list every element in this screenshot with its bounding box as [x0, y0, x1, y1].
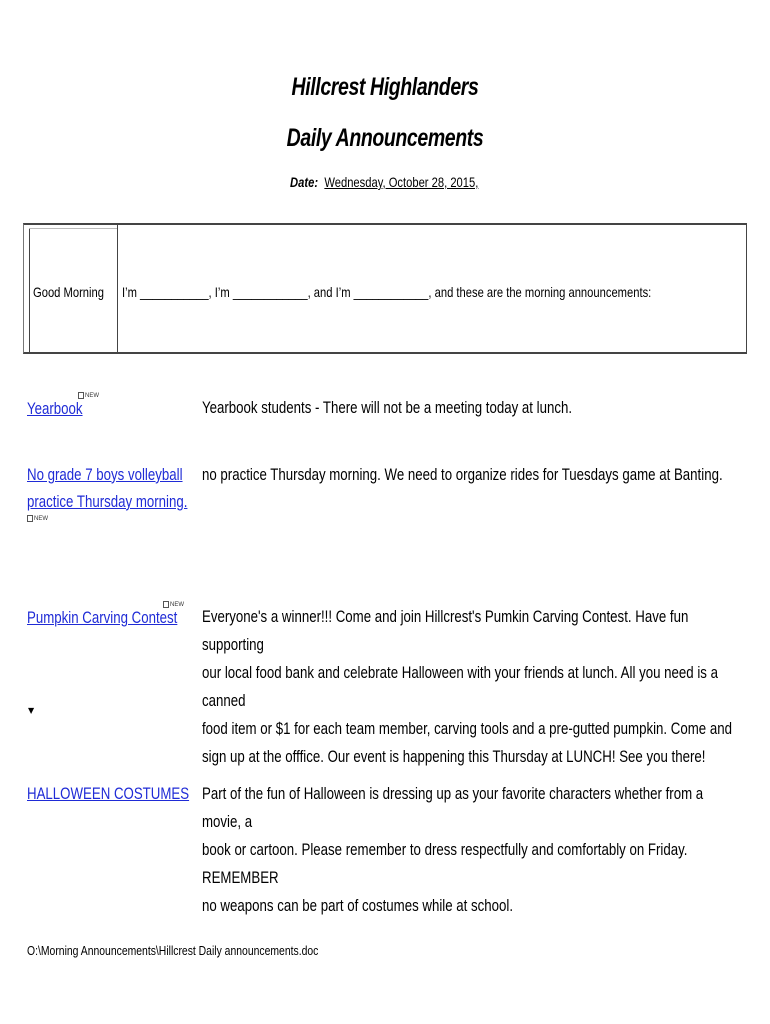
announcement-body-costumes	[202, 780, 732, 920]
date-value: Wednesday, October 28, 2015,	[324, 174, 479, 190]
announcement-body-line: book or cartoon. Please remember to dress respectfully and comfortably on Friday. REMEMBER	[202, 840, 688, 887]
announcement-title-pumpkin[interactable]	[27, 604, 177, 631]
greeting-table-divider	[117, 225, 118, 352]
announcement-title-volleyball[interactable]	[27, 461, 187, 515]
announcement-title-costumes[interactable]	[27, 780, 189, 807]
date-line	[77, 174, 693, 190]
announcement-title-line: HALLOWEEN COSTUMES	[27, 784, 190, 803]
announcement-body-line: Part of the fun of Halloween is dressing up as your favorite characters whether from a movie, a	[202, 784, 704, 831]
greeting-table-top-rule	[29, 228, 117, 229]
new-badge-icon	[163, 601, 169, 608]
small-arrow-icon: ▼	[28, 706, 35, 715]
announcement-body-line: Yearbook students - There will not be a meeting today at lunch.	[202, 398, 573, 417]
new-badge: NEW	[163, 601, 184, 608]
document-title: Daily Announcements	[286, 124, 484, 152]
file-path-footer: O:\Morning Announcements\Hillcrest Daily announcements.doc	[27, 943, 319, 958]
announcement-title-yearbook[interactable]	[27, 395, 83, 422]
announcement-body-yearbook	[202, 394, 732, 422]
announcement-body-volleyball	[202, 461, 732, 489]
announcement-body-line: no practice Thursday morning. We need to organize rides for Tuesdays game at Banting.	[202, 465, 723, 484]
greeting-script: I’m ___________, I’m ____________, and I’m ____________, and these are the morning announcements:	[122, 284, 652, 300]
school-name: Hillcrest Highlanders	[291, 73, 479, 101]
announcement-body-line: food item or $1 for each team member, carving tools and a pre-gutted pumpkin. Come and	[202, 719, 732, 738]
announcement-title-line: No grade 7 boys volleyball	[27, 465, 183, 484]
new-badge: NEW	[27, 515, 48, 522]
greeting-table	[23, 223, 747, 354]
new-badge-icon	[27, 515, 33, 522]
greeting-table-inner-rule	[29, 229, 30, 352]
announcement-body-line: Everyone's a winner!!! Come and join Hillcrest's Pumkin Carving Contest. Have fun supporting	[202, 607, 689, 654]
announcement-body-line: no weapons can be part of costumes while at school.	[202, 896, 514, 915]
announcement-title-line: practice Thursday morning.	[27, 492, 188, 511]
announcement-title-line: Yearbook	[27, 399, 83, 418]
date-label: Date:	[290, 174, 319, 190]
announcement-body-line: sign up at the offfice. Our event is happening this Thursday at LUNCH! See you there!	[202, 747, 706, 766]
announcement-body-pumpkin	[202, 603, 732, 771]
new-badge-icon	[78, 392, 84, 399]
announcement-body-line: our local food bank and celebrate Halloween with your friends at lunch. All you need is a canned	[202, 663, 718, 710]
new-badge: NEW	[78, 392, 99, 399]
announcement-title-line: Pumpkin Carving Contest	[27, 608, 178, 627]
greeting-label: Good Morning	[33, 284, 104, 300]
